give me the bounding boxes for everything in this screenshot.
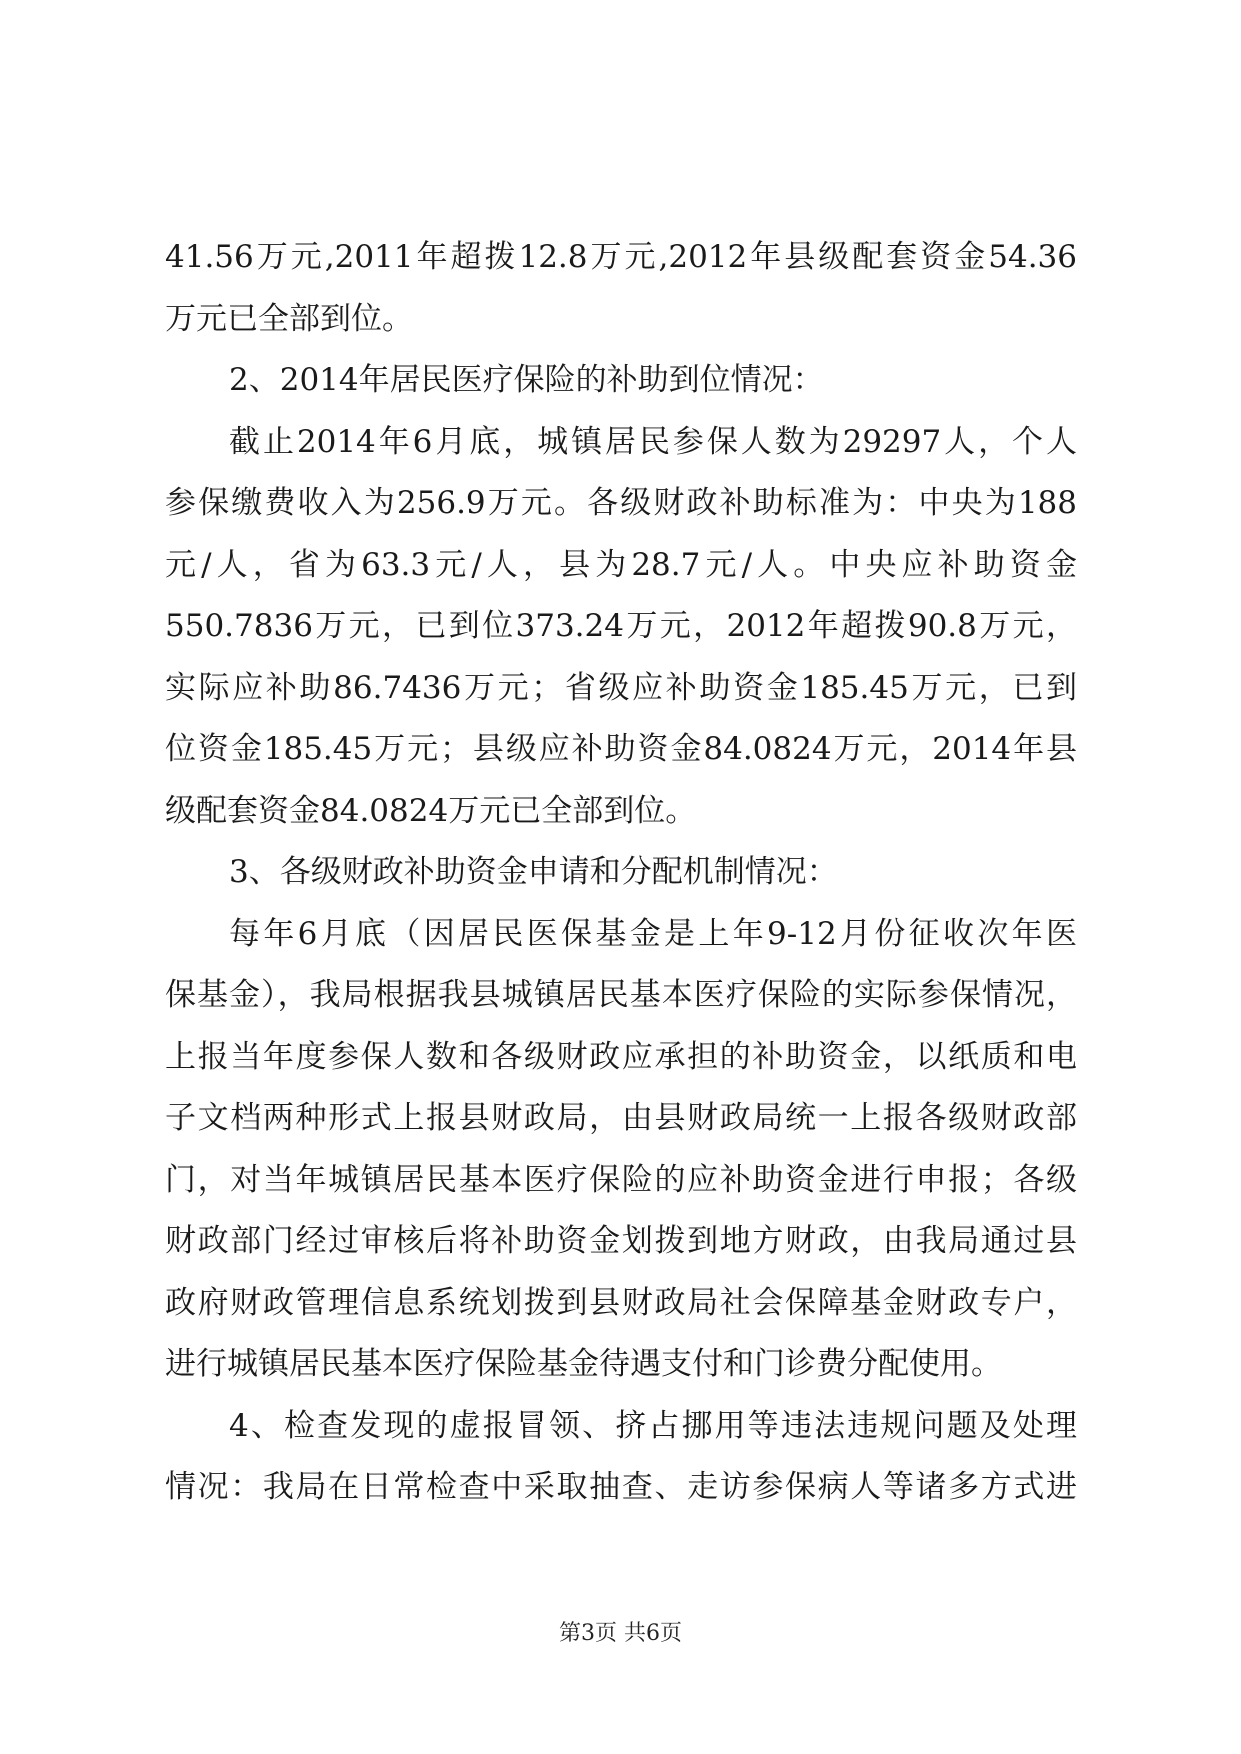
- paragraph-line: 上报当年度参保人数和各级财政应承担的补助资金，以纸质和电: [165, 1038, 1077, 1075]
- paragraph-line: 实际应补助86.7436万元；省级应补助资金185.45万元，已到: [165, 669, 1077, 706]
- paragraph-line: 门，对当年城镇居民基本医疗保险的应补助资金进行申报；各级: [165, 1161, 1077, 1198]
- paragraph-line: 政府财政管理信息系统划拨到县财政局社会保障基金财政专户，: [165, 1284, 1077, 1321]
- paragraph-line: 元/人，省为63.3元/人，县为28.7元/人。中央应补助资金: [165, 546, 1077, 583]
- section-heading: 4、检查发现的虚报冒领、挤占挪用等违法违规问题及处理: [229, 1407, 1077, 1444]
- page-footer: 第3页 共6页: [559, 1621, 682, 1646]
- paragraph-line: 子文档两种形式上报县财政局，由县财政局统一上报各级财政部: [165, 1100, 1077, 1136]
- section-heading: 3、各级财政补助资金申请和分配机制情况：: [229, 854, 838, 890]
- paragraph-line: 万元已全部到位。: [165, 300, 413, 337]
- paragraph-line: 情况：我局在日常检查中采取抽查、走访参保病人等诸多方式进: [165, 1469, 1077, 1505]
- body-text: [165, 227, 1077, 1519]
- paragraph-line: 550.7836万元，已到位373.24万元，2012年超拨90.8万元，: [165, 608, 1077, 644]
- paragraph-line: 截止2014年6月底，城镇居民参保人数为29297人，个人: [229, 423, 1077, 460]
- paragraph-line: 进行城镇居民基本医疗保险基金待遇支付和门诊费分配使用。: [165, 1346, 1002, 1382]
- paragraph-line: 41.56万元,2011年超拨12.8万元,2012年县级配套资金54.36: [165, 239, 1077, 275]
- paragraph-line: 保基金），我局根据我县城镇居民基本医疗保险的实际参保情况，: [165, 977, 1077, 1013]
- paragraph-line: 级配套资金84.0824万元已全部到位。: [165, 792, 697, 829]
- paragraph-line: 参保缴费收入为256.9万元。各级财政补助标准为：中央为188: [165, 485, 1077, 521]
- paragraph-line: 每年6月底（因居民医保基金是上年9-12月份征收次年医: [229, 915, 1077, 952]
- paragraph-line: 财政部门经过审核后将补助资金划拨到地方财政，由我局通过县: [165, 1223, 1077, 1259]
- paragraph-line: 位资金185.45万元；县级应补助资金84.0824万元，2014年县: [165, 731, 1077, 767]
- section-heading: 2、2014年居民医疗保险的补助到位情况：: [229, 362, 824, 398]
